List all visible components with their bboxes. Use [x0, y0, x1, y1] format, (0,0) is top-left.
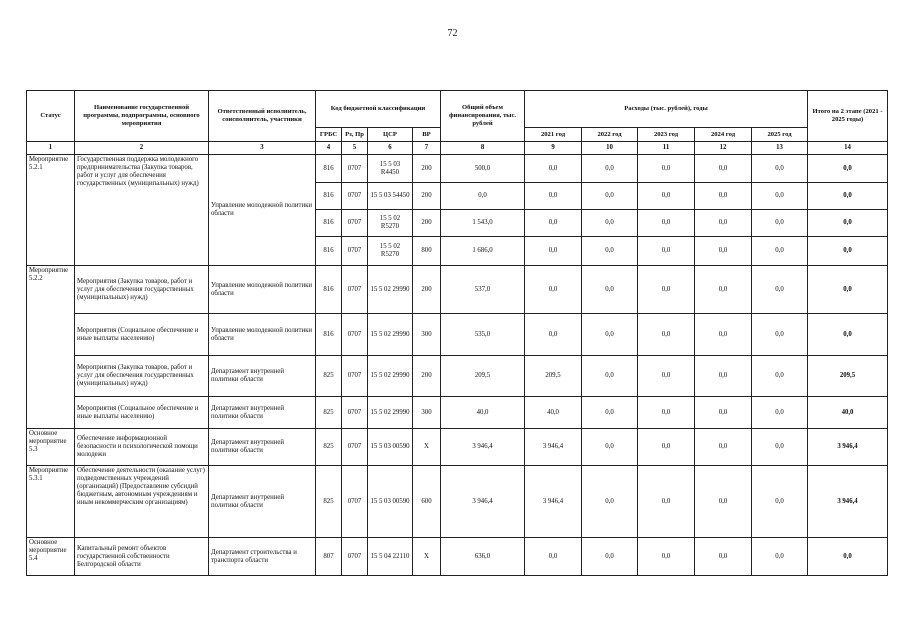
column-number: 3 [209, 142, 316, 155]
cell-total: 535,0 [441, 314, 525, 356]
cell-csr: 15 5 02 29990 [368, 266, 413, 314]
cell-vr: 300 [413, 314, 441, 356]
row-status: Основное мероприятие 5.4 [27, 538, 75, 576]
row-name: Обеспечение информационной безопасности и психологической помощи молодежи [75, 429, 209, 466]
cell-rzpr: 0707 [342, 155, 368, 183]
row-executor: Департамент внутренней политики области [209, 356, 316, 397]
column-number: 4 [316, 142, 342, 155]
row-name: Обеспечение деятельности (оказание услуг) подведомственных учреждений (организаций) (Предоставление субсидий бюджетным, автономным учреждениям и иным некоммерческим организациям) [75, 466, 209, 538]
cell-2025: 0,0 [752, 356, 808, 397]
cell-vr: 600 [413, 466, 441, 538]
cell-csr: 15 5 03 00590 [368, 429, 413, 466]
cell-vr: 200 [413, 183, 441, 210]
cell-2024: 0,0 [695, 466, 752, 538]
cell-2022: 0,0 [582, 237, 638, 266]
table-row [27, 155, 888, 183]
cell-grbs: 816 [316, 210, 342, 237]
cell-2023: 0,0 [638, 183, 695, 210]
header-grbs: ГРБС [316, 128, 342, 142]
cell-stage-total: 0,0 [808, 538, 888, 576]
budget-table [26, 90, 888, 576]
cell-stage-total: 0,0 [808, 237, 888, 266]
cell-2023: 0,0 [638, 237, 695, 266]
cell-2025: 0,0 [752, 466, 808, 538]
cell-2024: 0,0 [695, 266, 752, 314]
cell-2023: 0,0 [638, 429, 695, 466]
cell-2021: 0,0 [525, 237, 582, 266]
cell-2025: 0,0 [752, 397, 808, 429]
page-number: 72 [447, 28, 458, 39]
cell-2021: 3 946,4 [525, 466, 582, 538]
header-2024: 2024 год [695, 128, 752, 142]
cell-grbs: 825 [316, 466, 342, 538]
cell-rzpr: 0707 [342, 538, 368, 576]
cell-csr: 15 5 04 22110 [368, 538, 413, 576]
cell-csr: 15 5 02 R5270 [368, 210, 413, 237]
cell-2025: 0,0 [752, 429, 808, 466]
row-executor: Департамент внутренней политики области [209, 466, 316, 538]
table-row [27, 538, 888, 576]
row-status: Мероприятие 5.2.2 [27, 266, 75, 429]
header-total-volume: Общий объем финансирования, тыс. рублей [441, 91, 525, 142]
cell-2022: 0,0 [582, 155, 638, 183]
cell-stage-total: 209,5 [808, 356, 888, 397]
cell-2023: 0,0 [638, 155, 695, 183]
cell-2021: 40,0 [525, 397, 582, 429]
column-number-row [27, 142, 888, 155]
cell-2023: 0,0 [638, 538, 695, 576]
cell-rzpr: 0707 [342, 210, 368, 237]
cell-2023: 0,0 [638, 314, 695, 356]
cell-2023: 0,0 [638, 356, 695, 397]
cell-2024: 0,0 [695, 237, 752, 266]
cell-2021: 0,0 [525, 183, 582, 210]
cell-2022: 0,0 [582, 356, 638, 397]
cell-2022: 0,0 [582, 429, 638, 466]
cell-2024: 0,0 [695, 356, 752, 397]
cell-stage-total: 0,0 [808, 266, 888, 314]
table-row [27, 314, 888, 356]
column-number: 2 [75, 142, 209, 155]
cell-2024: 0,0 [695, 210, 752, 237]
cell-2023: 0,0 [638, 466, 695, 538]
cell-2024: 0,0 [695, 429, 752, 466]
cell-2021: 0,0 [525, 155, 582, 183]
cell-vr: 200 [413, 266, 441, 314]
cell-vr: 200 [413, 356, 441, 397]
cell-grbs: 807 [316, 538, 342, 576]
header-2021: 2021 год [525, 128, 582, 142]
cell-rzpr: 0707 [342, 314, 368, 356]
cell-total: 0,0 [441, 183, 525, 210]
cell-stage-total: 0,0 [808, 155, 888, 183]
cell-2023: 0,0 [638, 397, 695, 429]
row-name: Мероприятия (Социальное обеспечение и иные выплаты населению) [75, 314, 209, 356]
header-2022: 2022 год [582, 128, 638, 142]
cell-2021: 209,5 [525, 356, 582, 397]
cell-2022: 0,0 [582, 183, 638, 210]
cell-2022: 0,0 [582, 466, 638, 538]
cell-2024: 0,0 [695, 183, 752, 210]
cell-2021: 0,0 [525, 210, 582, 237]
cell-grbs: 816 [316, 155, 342, 183]
cell-rzpr: 0707 [342, 356, 368, 397]
cell-stage-total: 3 946,4 [808, 466, 888, 538]
table-row [27, 397, 888, 429]
cell-vr: 200 [413, 210, 441, 237]
cell-rzpr: 0707 [342, 266, 368, 314]
column-number: 8 [441, 142, 525, 155]
cell-grbs: 825 [316, 429, 342, 466]
header-budget-code: Код бюджетной классификации [316, 91, 441, 128]
cell-csr: 15 5 02 29990 [368, 397, 413, 429]
header-vr: ВР [413, 128, 441, 142]
cell-stage-total: 40,0 [808, 397, 888, 429]
column-number: 9 [525, 142, 582, 155]
cell-csr: 15 5 03 R4450 [368, 155, 413, 183]
column-number: 5 [342, 142, 368, 155]
row-name: Мероприятия (Закупка товаров, работ и услуг для обеспечения государственных (муниципальных) нужд) [75, 266, 209, 314]
cell-2023: 0,0 [638, 210, 695, 237]
cell-total: 1 543,0 [441, 210, 525, 237]
cell-total: 1 686,0 [441, 237, 525, 266]
cell-csr: 15 5 03 00590 [368, 466, 413, 538]
table-row [27, 466, 888, 538]
cell-rzpr: 0707 [342, 183, 368, 210]
row-status: Основное мероприятие 5.3 [27, 429, 75, 466]
cell-2023: 0,0 [638, 266, 695, 314]
row-executor: Управление молодежной политики области [209, 155, 316, 266]
cell-2025: 0,0 [752, 210, 808, 237]
cell-2025: 0,0 [752, 266, 808, 314]
cell-total: 636,0 [441, 538, 525, 576]
cell-2025: 0,0 [752, 237, 808, 266]
cell-grbs: 825 [316, 397, 342, 429]
table-row [27, 356, 888, 397]
row-status: Мероприятие 5.2.1 [27, 155, 75, 266]
cell-2024: 0,0 [695, 538, 752, 576]
cell-vr: 300 [413, 397, 441, 429]
header-expenses: Расходы (тыс. рублей), годы [525, 91, 808, 128]
cell-vr: Х [413, 429, 441, 466]
cell-2024: 0,0 [695, 314, 752, 356]
column-number: 13 [752, 142, 808, 155]
cell-2025: 0,0 [752, 183, 808, 210]
column-number: 1 [27, 142, 75, 155]
cell-total: 3 946,4 [441, 466, 525, 538]
cell-total: 500,0 [441, 155, 525, 183]
cell-stage-total: 0,0 [808, 183, 888, 210]
row-executor: Департамент внутренней политики области [209, 397, 316, 429]
cell-csr: 15 5 03 54450 [368, 183, 413, 210]
header-2023: 2023 год [638, 128, 695, 142]
header-program-name: Наименование государственной программы, подпрограммы, основного мероприятия [75, 91, 209, 142]
cell-2024: 0,0 [695, 397, 752, 429]
header-stage-total: Итого на 2 этапе (2021 - 2025 годы) [808, 91, 888, 142]
cell-csr: 15 5 02 29990 [368, 356, 413, 397]
column-number: 7 [413, 142, 441, 155]
row-executor: Департамент внутренней политики области [209, 429, 316, 466]
header-csr: ЦСР [368, 128, 413, 142]
row-name: Государственная поддержка молодежного предпринимательства (Закупка товаров, работ и услуг для обеспечения государственных (муниципальных) нужд) [75, 155, 209, 266]
header-2025: 2025 год [752, 128, 808, 142]
column-number: 10 [582, 142, 638, 155]
cell-total: 3 946,4 [441, 429, 525, 466]
row-executor: Управление молодежной политики области [209, 314, 316, 356]
header-executor: Ответственный исполнитель, соисполнитель, участники [209, 91, 316, 142]
row-name: Мероприятия (Закупка товаров, работ и услуг для обеспечения государственных (муниципальных) нужд) [75, 356, 209, 397]
cell-2025: 0,0 [752, 538, 808, 576]
cell-csr: 15 5 02 29990 [368, 314, 413, 356]
cell-vr: 200 [413, 155, 441, 183]
cell-2022: 0,0 [582, 538, 638, 576]
column-number: 14 [808, 142, 888, 155]
cell-vr: 800 [413, 237, 441, 266]
cell-total: 40,0 [441, 397, 525, 429]
column-number: 12 [695, 142, 752, 155]
cell-csr: 15 5 02 R5270 [368, 237, 413, 266]
cell-grbs: 816 [316, 314, 342, 356]
cell-2022: 0,0 [582, 210, 638, 237]
cell-2021: 3 946,4 [525, 429, 582, 466]
table-row [27, 266, 888, 314]
cell-2022: 0,0 [582, 266, 638, 314]
table-row [27, 429, 888, 466]
cell-rzpr: 0707 [342, 429, 368, 466]
cell-total: 537,0 [441, 266, 525, 314]
cell-grbs: 816 [316, 266, 342, 314]
cell-vr: Х [413, 538, 441, 576]
row-executor: Департамент строительства и транспорта области [209, 538, 316, 576]
header-status: Статус [27, 91, 75, 142]
cell-2022: 0,0 [582, 314, 638, 356]
header-rzpr: Рз, Пр [342, 128, 368, 142]
cell-2021: 0,0 [525, 266, 582, 314]
cell-grbs: 825 [316, 356, 342, 397]
row-executor: Управление молодежной политики области [209, 266, 316, 314]
cell-rzpr: 0707 [342, 466, 368, 538]
cell-2024: 0,0 [695, 155, 752, 183]
cell-2021: 0,0 [525, 538, 582, 576]
cell-stage-total: 0,0 [808, 210, 888, 237]
cell-total: 209,5 [441, 356, 525, 397]
row-status: Мероприятие 5.3.1 [27, 466, 75, 538]
cell-2025: 0,0 [752, 155, 808, 183]
cell-2025: 0,0 [752, 314, 808, 356]
cell-rzpr: 0707 [342, 397, 368, 429]
cell-2021: 0,0 [525, 314, 582, 356]
cell-2022: 0,0 [582, 397, 638, 429]
row-name: Мероприятия (Социальное обеспечение и иные выплаты населению) [75, 397, 209, 429]
cell-stage-total: 3 946,4 [808, 429, 888, 466]
cell-grbs: 816 [316, 183, 342, 210]
column-number: 11 [638, 142, 695, 155]
row-name: Капитальный ремонт объектов государственной собственности Белгородской области [75, 538, 209, 576]
cell-stage-total: 0,0 [808, 314, 888, 356]
cell-grbs: 816 [316, 237, 342, 266]
column-number: 6 [368, 142, 413, 155]
cell-rzpr: 0707 [342, 237, 368, 266]
